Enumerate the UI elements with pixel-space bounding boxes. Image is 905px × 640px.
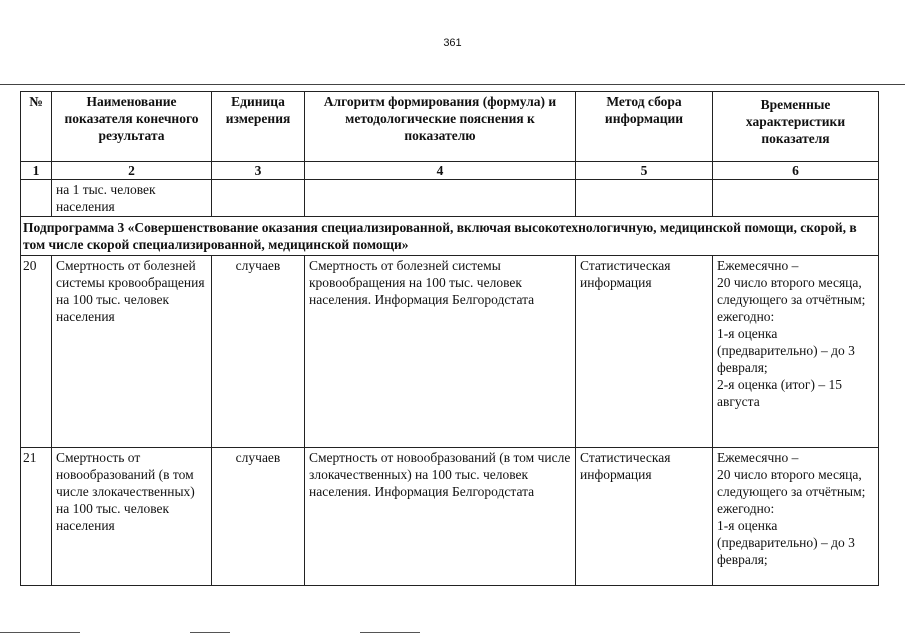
header-indicator-name: Наименование показателя конечного результата (52, 92, 212, 162)
table-row (21, 448, 879, 586)
carry-over-row (21, 180, 879, 217)
page-number: 361 (443, 37, 462, 49)
column-number: 1 (21, 162, 52, 180)
header-timing: Временные характеристики показателя (713, 92, 879, 162)
row-number: 20 (21, 256, 52, 448)
column-number: 4 (305, 162, 576, 180)
carry-cell: на 1 тыс. человек населения (52, 180, 212, 217)
timing: Ежемесячно – 20 число второго месяца, следующего за отчётным; ежегодно: 1-я оценка (предварительно) – до 3 февраля; 2-я оценка (итог) – 15 августа (713, 256, 879, 448)
column-number-row (21, 162, 879, 180)
indicator-name: Смертность от новообразований (в том числе злокачественных) на 100 тыс. человек населения (52, 448, 212, 586)
header-rule (0, 84, 905, 85)
carry-cell (713, 180, 879, 217)
algorithm: Смертность от новообразований (в том числе злокачественных) на 100 тыс. человек населения. Информация Белгородстата (305, 448, 576, 586)
subprogram-title: Подпрограмма 3 «Совершенствование оказания специализированной, включая высокотехнологичную, медицинской помощи, скорой, в том числе скорой специализированной, медицинской помощи» (21, 217, 879, 256)
method: Статистическая информация (576, 448, 713, 586)
column-number: 3 (212, 162, 305, 180)
row-number: 21 (21, 448, 52, 586)
footer-rule (0, 632, 80, 633)
footer-rule (360, 632, 420, 633)
header-unit: Единица измерения (212, 92, 305, 162)
table-header-row (21, 92, 879, 162)
indicator-name: Смертность от болезней системы кровообращения на 100 тыс. человек населения (52, 256, 212, 448)
algorithm: Смертность от болезней системы кровообращения на 100 тыс. человек населения. Информация Белгородстата (305, 256, 576, 448)
header-method: Метод сбора информации (576, 92, 713, 162)
subprogram-row (21, 217, 879, 256)
indicator-table (20, 91, 879, 586)
table-row (21, 256, 879, 448)
carry-cell (212, 180, 305, 217)
unit: случаев (212, 448, 305, 586)
carry-cell (305, 180, 576, 217)
footer-rule (190, 632, 230, 633)
column-number: 5 (576, 162, 713, 180)
unit: случаев (212, 256, 305, 448)
carry-cell (21, 180, 52, 217)
column-number: 6 (713, 162, 879, 180)
header-number: № (21, 92, 52, 162)
timing: Ежемесячно – 20 число второго месяца, следующего за отчётным; ежегодно: 1-я оценка (предварительно) – до 3 февраля; (713, 448, 879, 586)
column-number: 2 (52, 162, 212, 180)
header-algorithm: Алгоритм формирования (формула) и методологические пояснения к показателю (305, 92, 576, 162)
method: Статистическая информация (576, 256, 713, 448)
carry-cell (576, 180, 713, 217)
